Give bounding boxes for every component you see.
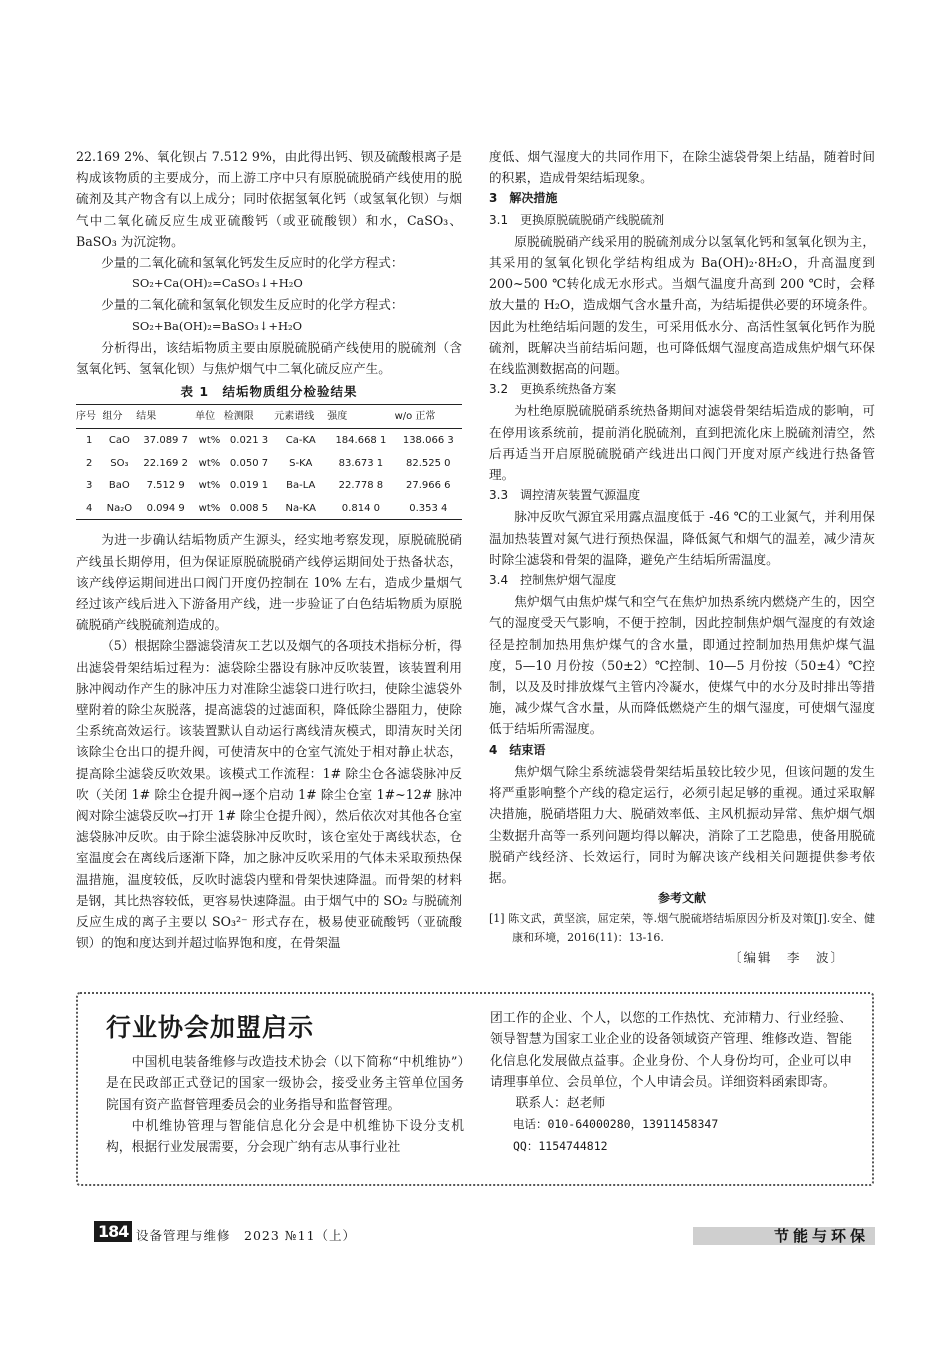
table-cell: Na₂O <box>102 497 136 520</box>
announcement-right <box>490 1008 852 1157</box>
equation: SO₂+Ca(OH)₂=CaSO₃↓+H₂O <box>132 276 303 291</box>
table-cell: 0.008 5 <box>224 497 275 520</box>
page-number: 184 <box>94 1221 132 1242</box>
announcement-title: 行业协会加盟启示 <box>106 1013 315 1042</box>
table-header-cell: 单位 <box>195 405 224 429</box>
table-cell: 22.169 2 <box>143 457 188 469</box>
table-cell: 0.019 1 <box>229 480 269 492</box>
table-cell: wt% <box>198 457 221 469</box>
table-header-cell: 结果 <box>136 405 195 429</box>
table-header-cell: 检测限 <box>224 405 275 429</box>
paragraph: 为杜绝原脱硫脱硝系统热备期间对滤袋骨架结垢造成的影响，可在停用该系统前，提前消化脱硫剂，直到把流化床上脱硫剂清空，然后再适当开启原脱硫脱硝产线进出口阀门开度对原产线进行热备管理。 <box>489 403 875 483</box>
contact-person: 联系人：赵老师 <box>515 1096 606 1112</box>
editor-credit: 〔编辑 李 波〕 <box>728 950 845 966</box>
paragraph: 焦炉烟气由焦炉煤气和空气在焦炉加热系统内燃烧产生的，因空气的湿度受天气影响，不便于控制，因此控制焦炉烟气湿度的有效途径是控制加热用焦炉煤气的含水量，即通过控制加热用焦炉煤气温度，5—10 月份按（50±2）℃控制、10—5 月份按（50±4）℃控制，以及及时排放煤气主管内冷凝水，使煤气中的水分及时排出等措施，减少煤气含水量，从而降低燃烧产生的烟气湿度，可使烟气湿度低于结垢所需湿度。 <box>489 594 875 737</box>
paragraph: 团工作的企业、个人，以您的工作热忱、充沛精力、行业经验、领导智慧为国家工业企业的设备领域资产管理、维修改造、智能化信息化发展做点益事。企业身份、个人身份均可，企业可以申请理事单位、会员单位，个人申请会员。详细资料函索即寄。 <box>490 1011 852 1090</box>
paragraph: 原脱硫脱硝产线采用的脱硫剂成分以氢氧化钙和氢氧化钡为主，其采用的氢氧化钡化学结构组成为 Ba(OH)₂·8H₂O，升高温度到 200~500 ℃转化成无水形式。当烟气温度升高到 200 ℃时，会释放大量的 H₂O，造成烟气含水量升高，为结垢提供必要的环境条件。因此为杜绝结垢问题的发生，可采用低水分、高活性氢氧化钙作为脱硫剂，既解决当前结垢问题，也可降低烟气湿度高造成焦炉烟气环保在线监测数据高的问题。 <box>489 233 875 377</box>
table-cell: 0.050 7 <box>229 457 269 469</box>
subsection-heading: 3.4 控制焦炉烟气湿度 <box>489 573 617 588</box>
paragraph: （5）根据除尘器滤袋清灰工艺以及烟气的各项技术指标分析，得出滤袋骨架结垢过程为：滤袋除尘器设有脉冲反吹装置，该装置利用脉冲阀动作产生的脉冲压力对准除尘滤袋口进行吹扫，使除尘滤袋外壁附着的除尘灰脱落，提高滤袋的过滤面积，降低除尘器阻力，使除尘系统高效运行。该装置默认自动运行离线清灰模式，即清灰时关闭该除尘仓出口的提升阀，可使清灰中的仓室气流处于相对静止状态，提高除尘滤袋反吹效果。该模式工作流程：1# 除尘仓各滤袋脉冲反吹（关闭 1# 除尘仓提升阀→逐个启动 1# 除尘仓室 1#~12# 脉冲阀对除尘滤袋反吹→打开 1# 除尘仓提升阀），然后依次对其他各仓室滤袋脉冲反吹。由于除尘滤袋脉冲反吹时，该仓室处于离线状态，仓室温度会在离线后逐渐下降，加之脉冲反吹采用的气体未采取预热保温措施，温度较低，反吹时滤袋内壁和骨架快速降温。而骨架的材料是钢，其比热容较低，更容易快速降温。由于烟气中的 SO₂ 与脱硫剂反应生成的离子主要以 SO₃²⁻ 形式存在，极易使亚硫酸钙（亚硫酸钡）的饱和度达到并超过临界饱和度，在骨架温 <box>76 638 462 951</box>
table-cell: wt% <box>195 497 224 520</box>
table-header-cell: 组分 <box>102 405 136 429</box>
table-cell: 22.778 8 <box>338 480 384 492</box>
paragraph: 中机维协管理与智能信息化分会是中机维协下设分支机构，根据行业发展需要，分会现广纳有志从事行业社 <box>106 1118 464 1156</box>
equation: SO₂+Ba(OH)₂=BaSO₃↓+H₂O <box>132 318 303 333</box>
table-cell: 0.094 9 <box>136 497 195 520</box>
right-column <box>489 146 875 969</box>
left-column <box>76 146 462 954</box>
table-cell: wt% <box>198 435 221 447</box>
table-cell: SO₃ <box>110 457 129 469</box>
table-cell: 138.066 3 <box>402 435 454 447</box>
table-cell: 0.353 4 <box>395 497 462 520</box>
table-cell: 83.673 1 <box>338 457 384 469</box>
paragraph: 焦炉烟气除尘系统滤袋骨架结垢虽较比较少见，但该问题的发生将严重影响整个产线的稳定运行，必须引起足够的重视。通过采取解决措施，脱硝塔阻力大、脱硝效率低、主风机振动异常、焦炉烟气烟尘数据升高等一系列问题均得以解决，消除了工艺隐患，使备用脱硫脱硝产线经济、长效运行，同时为解决该产线相关问题提供参考依据。 <box>489 763 875 885</box>
table-cell: Ba-LA <box>286 480 316 492</box>
paragraph: 中国机电装备维修与改造技术协会（以下简称“中机维协”）是在民政部正式登记的国家一级协会，接受业务主管单位国务院国有资产监督管理委员会的业务指导和监督管理。 <box>106 1055 464 1113</box>
section-heading: 4 结束语 <box>489 742 546 757</box>
paragraph: 度低、烟气湿度大的共同作用下，在除尘滤袋骨架上结晶，随着时间的积累，造成骨架结垢现象。 <box>489 149 875 186</box>
table-title: 表 1 结垢物质组分检验结果 <box>180 384 358 400</box>
table-cell: wt% <box>198 480 221 492</box>
table-cell: 0.814 0 <box>327 497 394 520</box>
table-header-cell: 强度 <box>327 405 394 429</box>
table-cell: 37.089 7 <box>143 435 188 447</box>
table-cell: 7.512 9 <box>146 480 185 492</box>
table-header-cell: w/o 正常 <box>395 405 462 429</box>
table-cell: Na-KA <box>274 497 327 520</box>
paragraph: 少量的二氧化硫和氢氧化钙发生反应时的化学方程式： <box>101 255 404 271</box>
section-heading: 3 解决措施 <box>489 191 558 206</box>
references-title: 参考文献 <box>657 891 706 906</box>
paragraph: 少量的二氧化硫和氢氧化钡发生反应时的化学方程式： <box>101 297 404 313</box>
table-header-cell: 元素谱线 <box>274 405 327 429</box>
table-cell: Ca-KA <box>285 435 316 447</box>
subsection-heading: 3.3 调控清灰装置气源温度 <box>489 488 641 503</box>
table-cell: 27.966 6 <box>406 480 451 492</box>
table-cell: 3 <box>86 480 93 492</box>
table-cell: 2 <box>86 457 93 469</box>
paragraph: 22.169 2%、氧化钡占 7.512 9%，由此得出钙、钡及硫酸根离子是构成该物质的主要成分，而上游工序中只有原脱硫脱硝产线使用的脱硫剂及其产物含有以上成分；同时依据氢氧化钙（或氢氧化钡）与烟气中二氧化硫反应生成亚硫酸钙（或亚硫酸钡）和水，CaSO₃、BaSO₃ 为沉淀物。 <box>76 149 462 249</box>
paragraph: 脉冲反吹气源宜采用露点温度低于 -46 ℃的工业氮气，并利用保温加热装置对氮气进行预热保温，降低氮气和烟气的温差，减少清灰时除尘滤袋和骨架的温降，避免产生结垢所需温度。 <box>489 509 875 567</box>
contact-qq: QQ：1154744812 <box>513 1138 608 1153</box>
section-label: 节能与环保 <box>693 1227 875 1245</box>
table-cell: 1 <box>86 435 93 447</box>
table-cell: CaO <box>108 435 130 447</box>
table-row <box>76 429 462 452</box>
results-table <box>76 404 462 520</box>
table-row <box>76 452 462 475</box>
journal-name: 设备管理与维修 2023 №11（上） <box>136 1228 357 1243</box>
table-row <box>76 497 462 520</box>
page-footer <box>94 1221 875 1249</box>
announcement-left <box>106 1052 464 1158</box>
table-header-row <box>76 405 462 429</box>
reference-item: [1] 陈文武，黄坚滨，屈定荣，等.烟气脱硫塔结垢原因分析及对策[J].安全、健康和环境，2016(11)：13-16. <box>489 912 875 945</box>
table-cell: 82.525 0 <box>406 457 451 469</box>
table-row <box>76 474 462 497</box>
subsection-heading: 3.1 更换原脱硫脱硝产线脱硫剂 <box>489 212 665 227</box>
table-cell: BaO <box>108 480 130 492</box>
table-header-cell: 序号 <box>76 405 102 429</box>
announcement-box <box>76 992 874 1186</box>
paragraph: 为进一步确认结垢物质产生源头，经实地考察发现，原脱硫脱硝产线虽长期停用，但为保证原脱硫脱硝产线停运期间处于热备状态，该产线停运期间进出口阀门开度仍控制在 10% 左右，造成少量烟气经过该产线后进入下游备用产线，进一步验证了白色结垢物质为原脱硫脱硝产线脱硫剂造成的。 <box>76 532 462 633</box>
subsection-heading: 3.2 更换系统热备方案 <box>489 382 617 397</box>
contact-phone: 电话：010-64000280，13911458347 <box>513 1117 719 1132</box>
table-body <box>76 429 462 520</box>
table-cell: 4 <box>76 497 102 520</box>
table-cell: 0.021 3 <box>229 435 269 447</box>
table-cell: 184.668 1 <box>335 435 387 447</box>
paragraph: 分析得出，该结垢物质主要由原脱硫脱硝产线使用的脱硫剂（含氢氧化钙、氢氧化钡）与焦炉烟气中二氧化硫反应产生。 <box>76 339 462 377</box>
table-cell: S-KA <box>289 457 313 469</box>
